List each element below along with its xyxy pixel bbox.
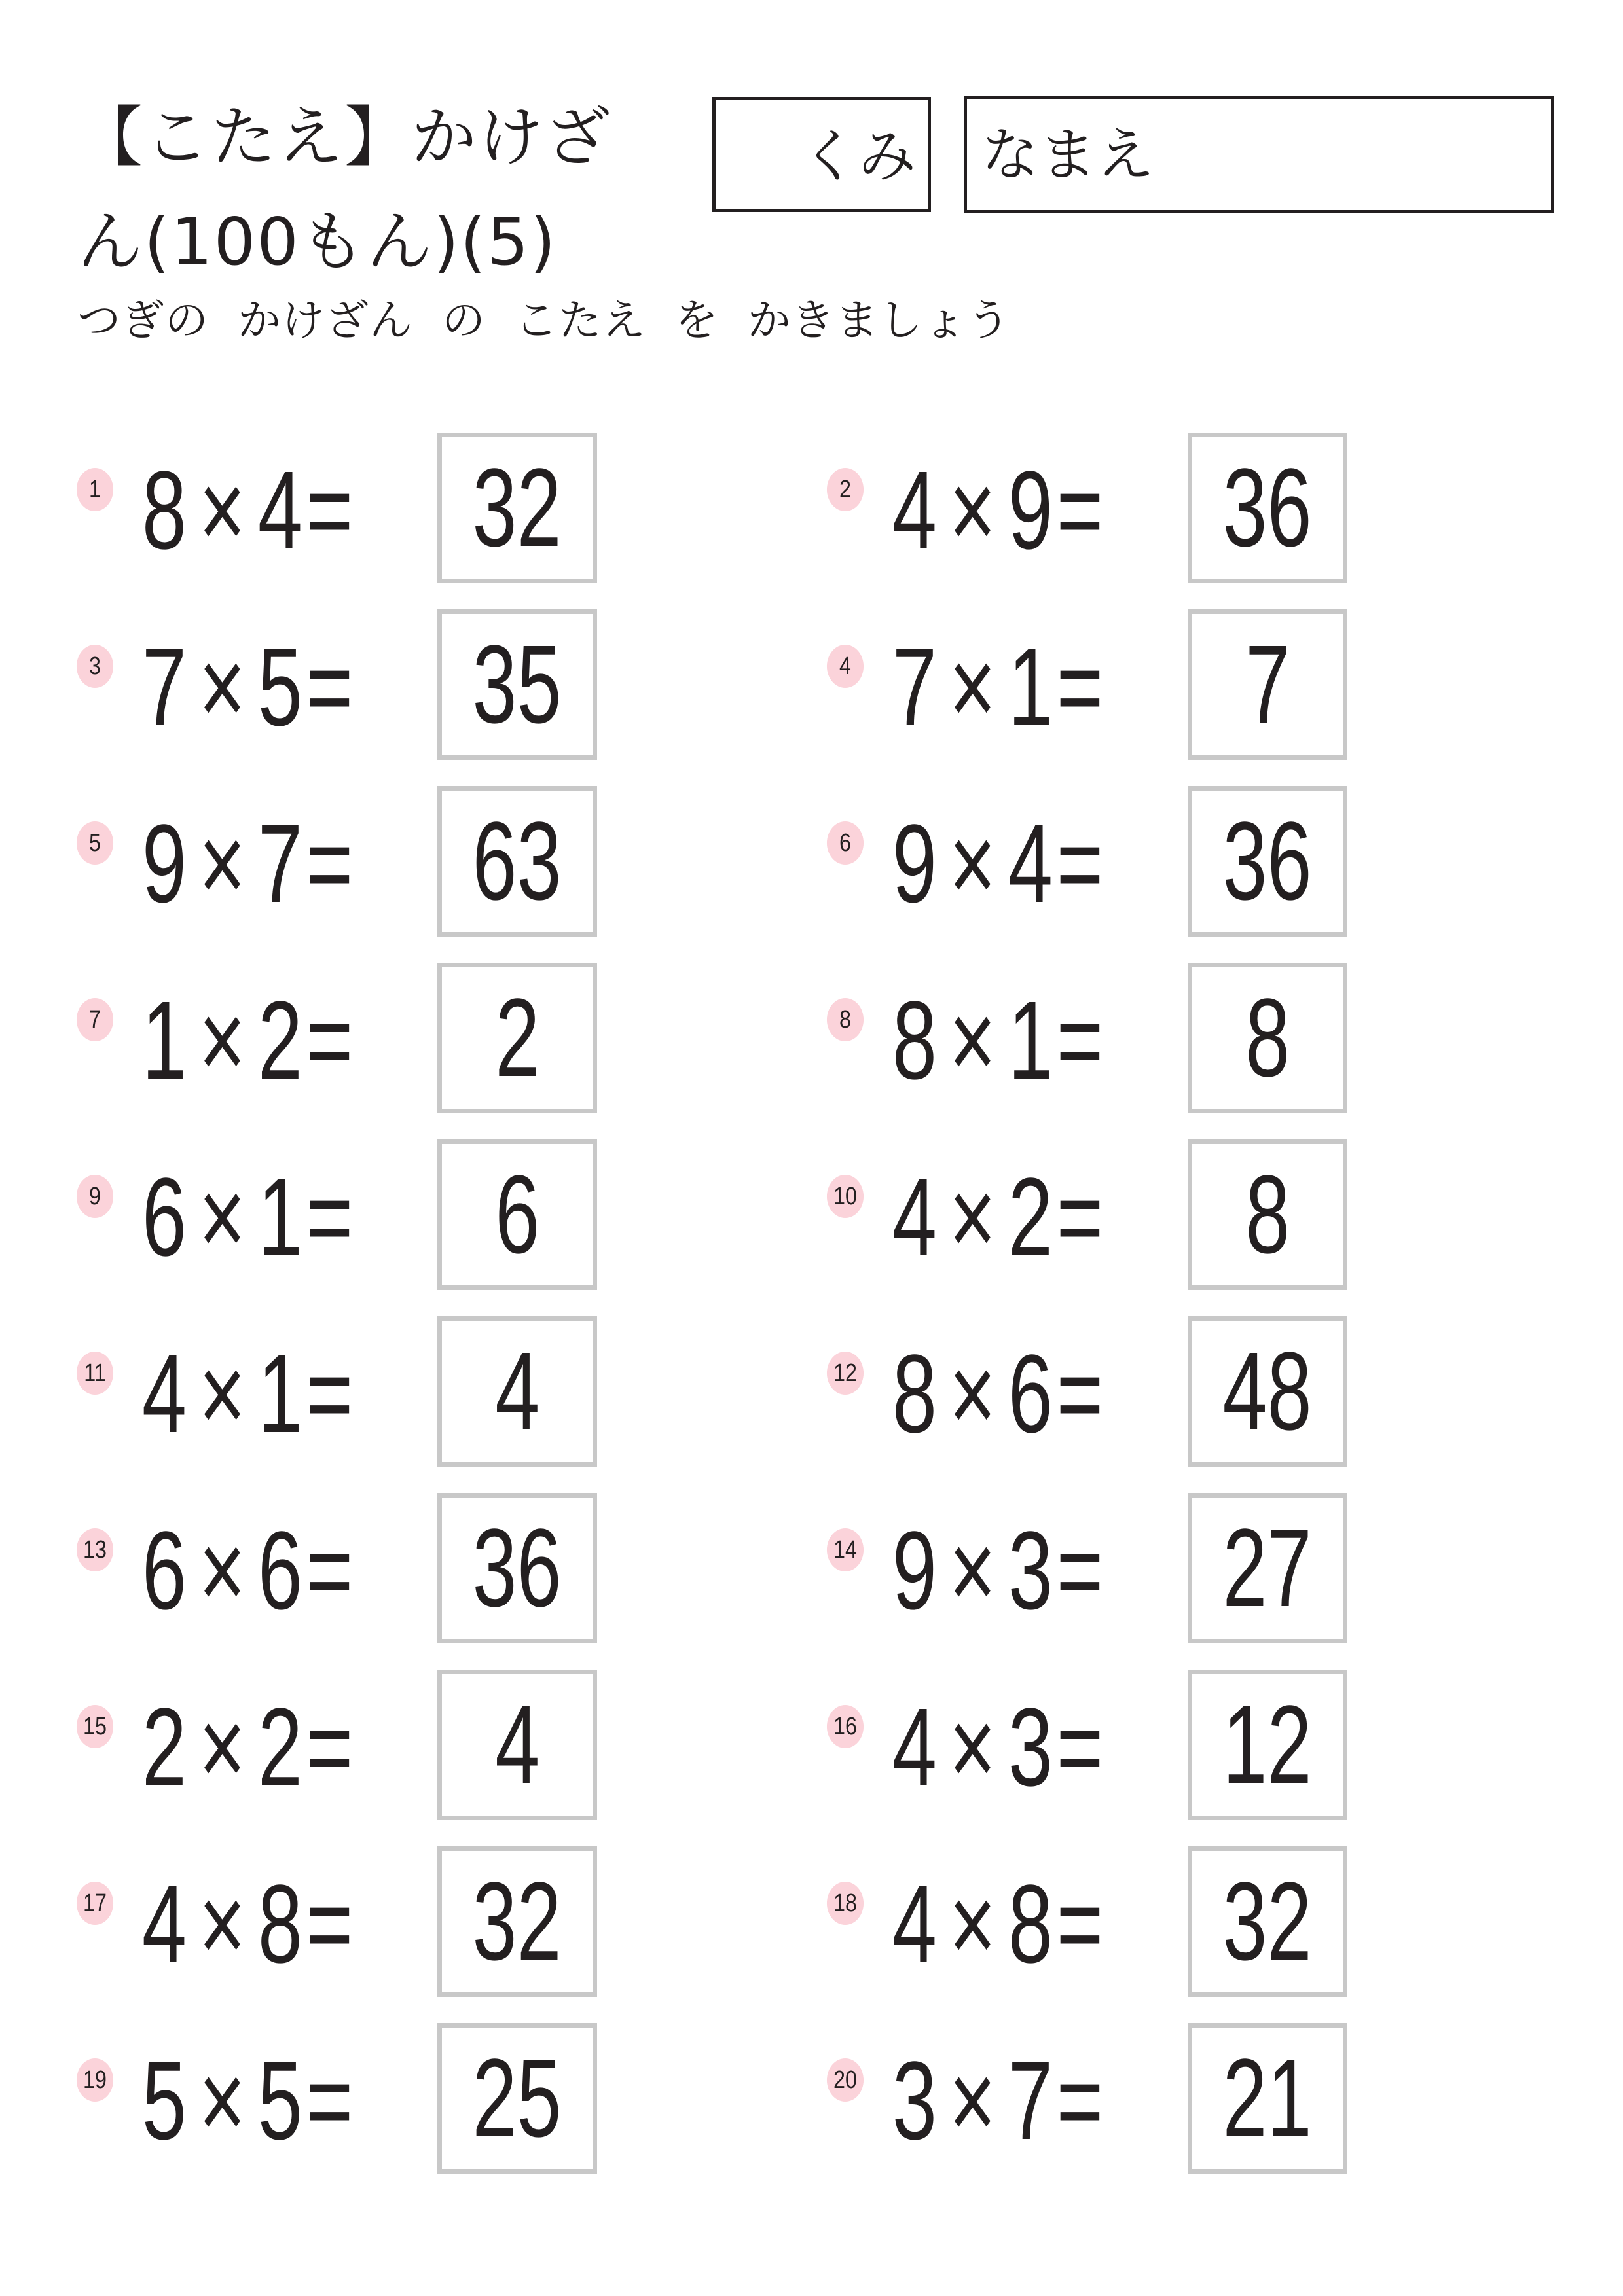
equals-sign: =	[306, 802, 354, 926]
answer-box[interactable]	[437, 1846, 597, 1997]
operand-a: 9	[892, 802, 937, 926]
problem-expression	[140, 1496, 355, 1646]
equals-sign: =	[1056, 1685, 1104, 1810]
times-sign: ×	[198, 802, 246, 926]
operand-b: 9	[1008, 448, 1053, 573]
equals-sign: =	[306, 448, 354, 573]
answer-box[interactable]	[1188, 1316, 1347, 1467]
times-sign: ×	[198, 1509, 246, 1633]
answer-value: 32	[472, 446, 562, 570]
operand-b: 4	[257, 448, 302, 573]
answer-value: 25	[472, 2036, 562, 2161]
operand-b: 7	[257, 802, 302, 926]
times-sign: ×	[949, 802, 996, 926]
operand-b: 1	[257, 1155, 302, 1280]
operand-a: 8	[141, 448, 187, 573]
problem-number-badge: 12	[827, 1352, 864, 1395]
answer-value: 8	[1245, 1153, 1290, 1277]
answer-box[interactable]	[437, 1316, 597, 1467]
problem-item	[73, 612, 761, 762]
answer-value: 32	[1222, 1859, 1313, 1984]
problem-number-badge: 6	[827, 821, 864, 865]
operand-a: 8	[892, 1332, 937, 1456]
problem-expression	[890, 2026, 1105, 2176]
operand-a: 4	[892, 1685, 937, 1810]
answer-box[interactable]	[437, 963, 597, 1113]
answer-value: 6	[494, 1153, 540, 1277]
problem-number-badge: 13	[77, 1528, 113, 1571]
problem-expression	[140, 789, 355, 939]
answer-box[interactable]	[1188, 2023, 1347, 2174]
operand-b: 6	[257, 1509, 302, 1633]
problem-number-badge: 2	[827, 468, 864, 511]
operand-a: 9	[892, 1509, 937, 1633]
answer-box[interactable]	[1188, 963, 1347, 1113]
times-sign: ×	[198, 1155, 246, 1280]
answer-value: 36	[1222, 446, 1313, 570]
times-sign: ×	[949, 625, 996, 749]
operand-b: 3	[1008, 1509, 1053, 1633]
problem-expression	[140, 1849, 355, 2000]
equals-sign: =	[306, 978, 354, 1103]
problem-item	[824, 1672, 1511, 1823]
equals-sign: =	[306, 1332, 354, 1456]
times-sign: ×	[949, 1155, 996, 1280]
problem-number-badge: 9	[77, 1175, 113, 1218]
equals-sign: =	[1056, 625, 1104, 749]
operand-a: 9	[141, 802, 187, 926]
class-label: くみ	[800, 122, 916, 190]
problem-item	[824, 1496, 1511, 1646]
operand-b: 4	[1008, 802, 1053, 926]
equals-sign: =	[306, 1862, 354, 1986]
answer-box[interactable]	[1188, 1846, 1347, 1997]
times-sign: ×	[198, 2039, 246, 2163]
answer-box[interactable]	[1188, 609, 1347, 760]
answer-box[interactable]	[1188, 433, 1347, 583]
problem-expression	[140, 2026, 355, 2176]
problem-item	[824, 612, 1511, 762]
operand-b: 8	[257, 1862, 302, 1986]
answer-box[interactable]	[437, 609, 597, 760]
equals-sign: =	[306, 2039, 354, 2163]
answer-value: 48	[1222, 1329, 1313, 1454]
operand-a: 7	[892, 625, 937, 749]
problem-number-badge: 7	[77, 998, 113, 1041]
times-sign: ×	[949, 448, 996, 573]
operand-b: 1	[1008, 625, 1053, 749]
answer-box[interactable]	[437, 786, 597, 937]
operand-a: 3	[892, 2039, 937, 2163]
problem-item	[824, 1142, 1511, 1293]
times-sign: ×	[198, 1685, 246, 1810]
answer-value: 21	[1222, 2036, 1313, 2161]
operand-b: 2	[257, 1685, 302, 1810]
problem-expression	[890, 965, 1105, 1116]
problem-item	[73, 435, 761, 586]
problem-expression	[890, 435, 1105, 586]
problem-number-badge: 1	[77, 468, 113, 511]
answer-box[interactable]	[437, 1493, 597, 1643]
times-sign: ×	[949, 2039, 996, 2163]
problem-expression	[140, 612, 355, 762]
answer-value: 4	[494, 1683, 540, 1807]
operand-a: 4	[141, 1862, 187, 1986]
answer-value: 35	[472, 622, 562, 747]
problem-expression	[890, 1319, 1105, 1469]
problem-item	[824, 2026, 1511, 2176]
equals-sign: =	[306, 1685, 354, 1810]
operand-a: 4	[892, 1155, 937, 1280]
problem-number-badge: 20	[827, 2058, 864, 2102]
problem-expression	[140, 965, 355, 1116]
equals-sign: =	[1056, 978, 1104, 1103]
operand-b: 1	[1008, 978, 1053, 1103]
times-sign: ×	[198, 978, 246, 1103]
problem-item	[824, 435, 1511, 586]
answer-value: 12	[1222, 1683, 1313, 1807]
operand-b: 5	[257, 625, 302, 749]
answer-box[interactable]	[437, 2023, 597, 2174]
answer-box[interactable]	[437, 433, 597, 583]
operand-a: 7	[141, 625, 187, 749]
operand-b: 1	[257, 1332, 302, 1456]
problem-number-badge: 5	[77, 821, 113, 865]
problem-expression	[140, 1672, 355, 1823]
operand-a: 4	[892, 448, 937, 573]
answer-box[interactable]	[1188, 1670, 1347, 1820]
problem-item	[73, 965, 761, 1116]
problem-item	[73, 2026, 761, 2176]
equals-sign: =	[306, 625, 354, 749]
answer-box[interactable]	[1188, 786, 1347, 937]
equals-sign: =	[1056, 1862, 1104, 1986]
problem-expression	[890, 1496, 1105, 1646]
times-sign: ×	[949, 1332, 996, 1456]
class-field[interactable]	[712, 97, 931, 212]
answer-box[interactable]	[437, 1670, 597, 1820]
answer-value: 2	[494, 976, 540, 1100]
equals-sign: =	[306, 1155, 354, 1280]
operand-b: 6	[1008, 1332, 1053, 1456]
operand-b: 7	[1008, 2039, 1053, 2163]
problem-number-badge: 3	[77, 645, 113, 688]
operand-a: 4	[141, 1332, 187, 1456]
problem-expression	[890, 789, 1105, 939]
problem-item	[73, 789, 761, 939]
answer-value: 36	[1222, 799, 1313, 924]
name-label: なまえ	[981, 121, 1155, 188]
problem-expression	[890, 1142, 1105, 1293]
problem-expression	[890, 612, 1105, 762]
problem-number-badge: 10	[827, 1175, 864, 1218]
operand-a: 1	[141, 978, 187, 1103]
equals-sign: =	[1056, 802, 1104, 926]
operand-b: 2	[257, 978, 302, 1103]
instruction-text: つぎの かけざん の こたえ を かきましょう	[77, 295, 1011, 346]
problem-item	[824, 1849, 1511, 2000]
problem-number-badge: 8	[827, 998, 864, 1041]
times-sign: ×	[949, 1862, 996, 1986]
problem-expression	[140, 435, 355, 586]
problem-expression	[890, 1672, 1105, 1823]
times-sign: ×	[949, 1685, 996, 1810]
answer-value: 32	[472, 1859, 562, 1984]
answer-value: 27	[1222, 1506, 1313, 1630]
operand-b: 3	[1008, 1685, 1053, 1810]
problem-number-badge: 11	[77, 1352, 113, 1395]
equals-sign: =	[1056, 2039, 1104, 2163]
operand-b: 5	[257, 2039, 302, 2163]
answer-value: 7	[1245, 622, 1290, 747]
operand-a: 6	[141, 1155, 187, 1280]
problem-item	[824, 789, 1511, 939]
name-field[interactable]	[964, 96, 1554, 213]
problem-item	[73, 1142, 761, 1293]
page-title: 【こたえ】かけざん(100もん)(5)	[77, 99, 611, 280]
problem-item	[73, 1849, 761, 2000]
problem-number-badge: 18	[827, 1882, 864, 1925]
answer-box[interactable]	[1188, 1493, 1347, 1643]
problem-expression	[140, 1142, 355, 1293]
answer-box[interactable]	[1188, 1139, 1347, 1290]
problem-item	[73, 1319, 761, 1469]
problem-item	[824, 1319, 1511, 1469]
answer-value: 63	[472, 799, 562, 924]
equals-sign: =	[1056, 1332, 1104, 1456]
problem-expression	[140, 1319, 355, 1469]
problem-item	[73, 1496, 761, 1646]
times-sign: ×	[198, 448, 246, 573]
operand-a: 2	[141, 1685, 187, 1810]
equals-sign: =	[1056, 1509, 1104, 1633]
times-sign: ×	[949, 978, 996, 1103]
operand-a: 6	[141, 1509, 187, 1633]
times-sign: ×	[198, 1862, 246, 1986]
operand-a: 5	[141, 2039, 187, 2163]
times-sign: ×	[198, 1332, 246, 1456]
equals-sign: =	[306, 1509, 354, 1633]
equals-sign: =	[1056, 448, 1104, 573]
problem-number-badge: 15	[77, 1705, 113, 1748]
operand-a: 4	[892, 1862, 937, 1986]
answer-value: 36	[472, 1506, 562, 1630]
problem-number-badge: 14	[827, 1528, 864, 1571]
problem-number-badge: 17	[77, 1882, 113, 1925]
answer-value: 8	[1245, 976, 1290, 1100]
operand-b: 2	[1008, 1155, 1053, 1280]
problem-number-badge: 4	[827, 645, 864, 688]
problem-number-badge: 19	[77, 2058, 113, 2102]
problem-item	[824, 965, 1511, 1116]
problem-expression	[890, 1849, 1105, 2000]
times-sign: ×	[949, 1509, 996, 1633]
problem-number-badge: 16	[827, 1705, 864, 1748]
problem-item	[73, 1672, 761, 1823]
times-sign: ×	[198, 625, 246, 749]
operand-b: 8	[1008, 1862, 1053, 1986]
equals-sign: =	[1056, 1155, 1104, 1280]
answer-value: 4	[494, 1329, 540, 1454]
operand-a: 8	[892, 978, 937, 1103]
answer-box[interactable]	[437, 1139, 597, 1290]
